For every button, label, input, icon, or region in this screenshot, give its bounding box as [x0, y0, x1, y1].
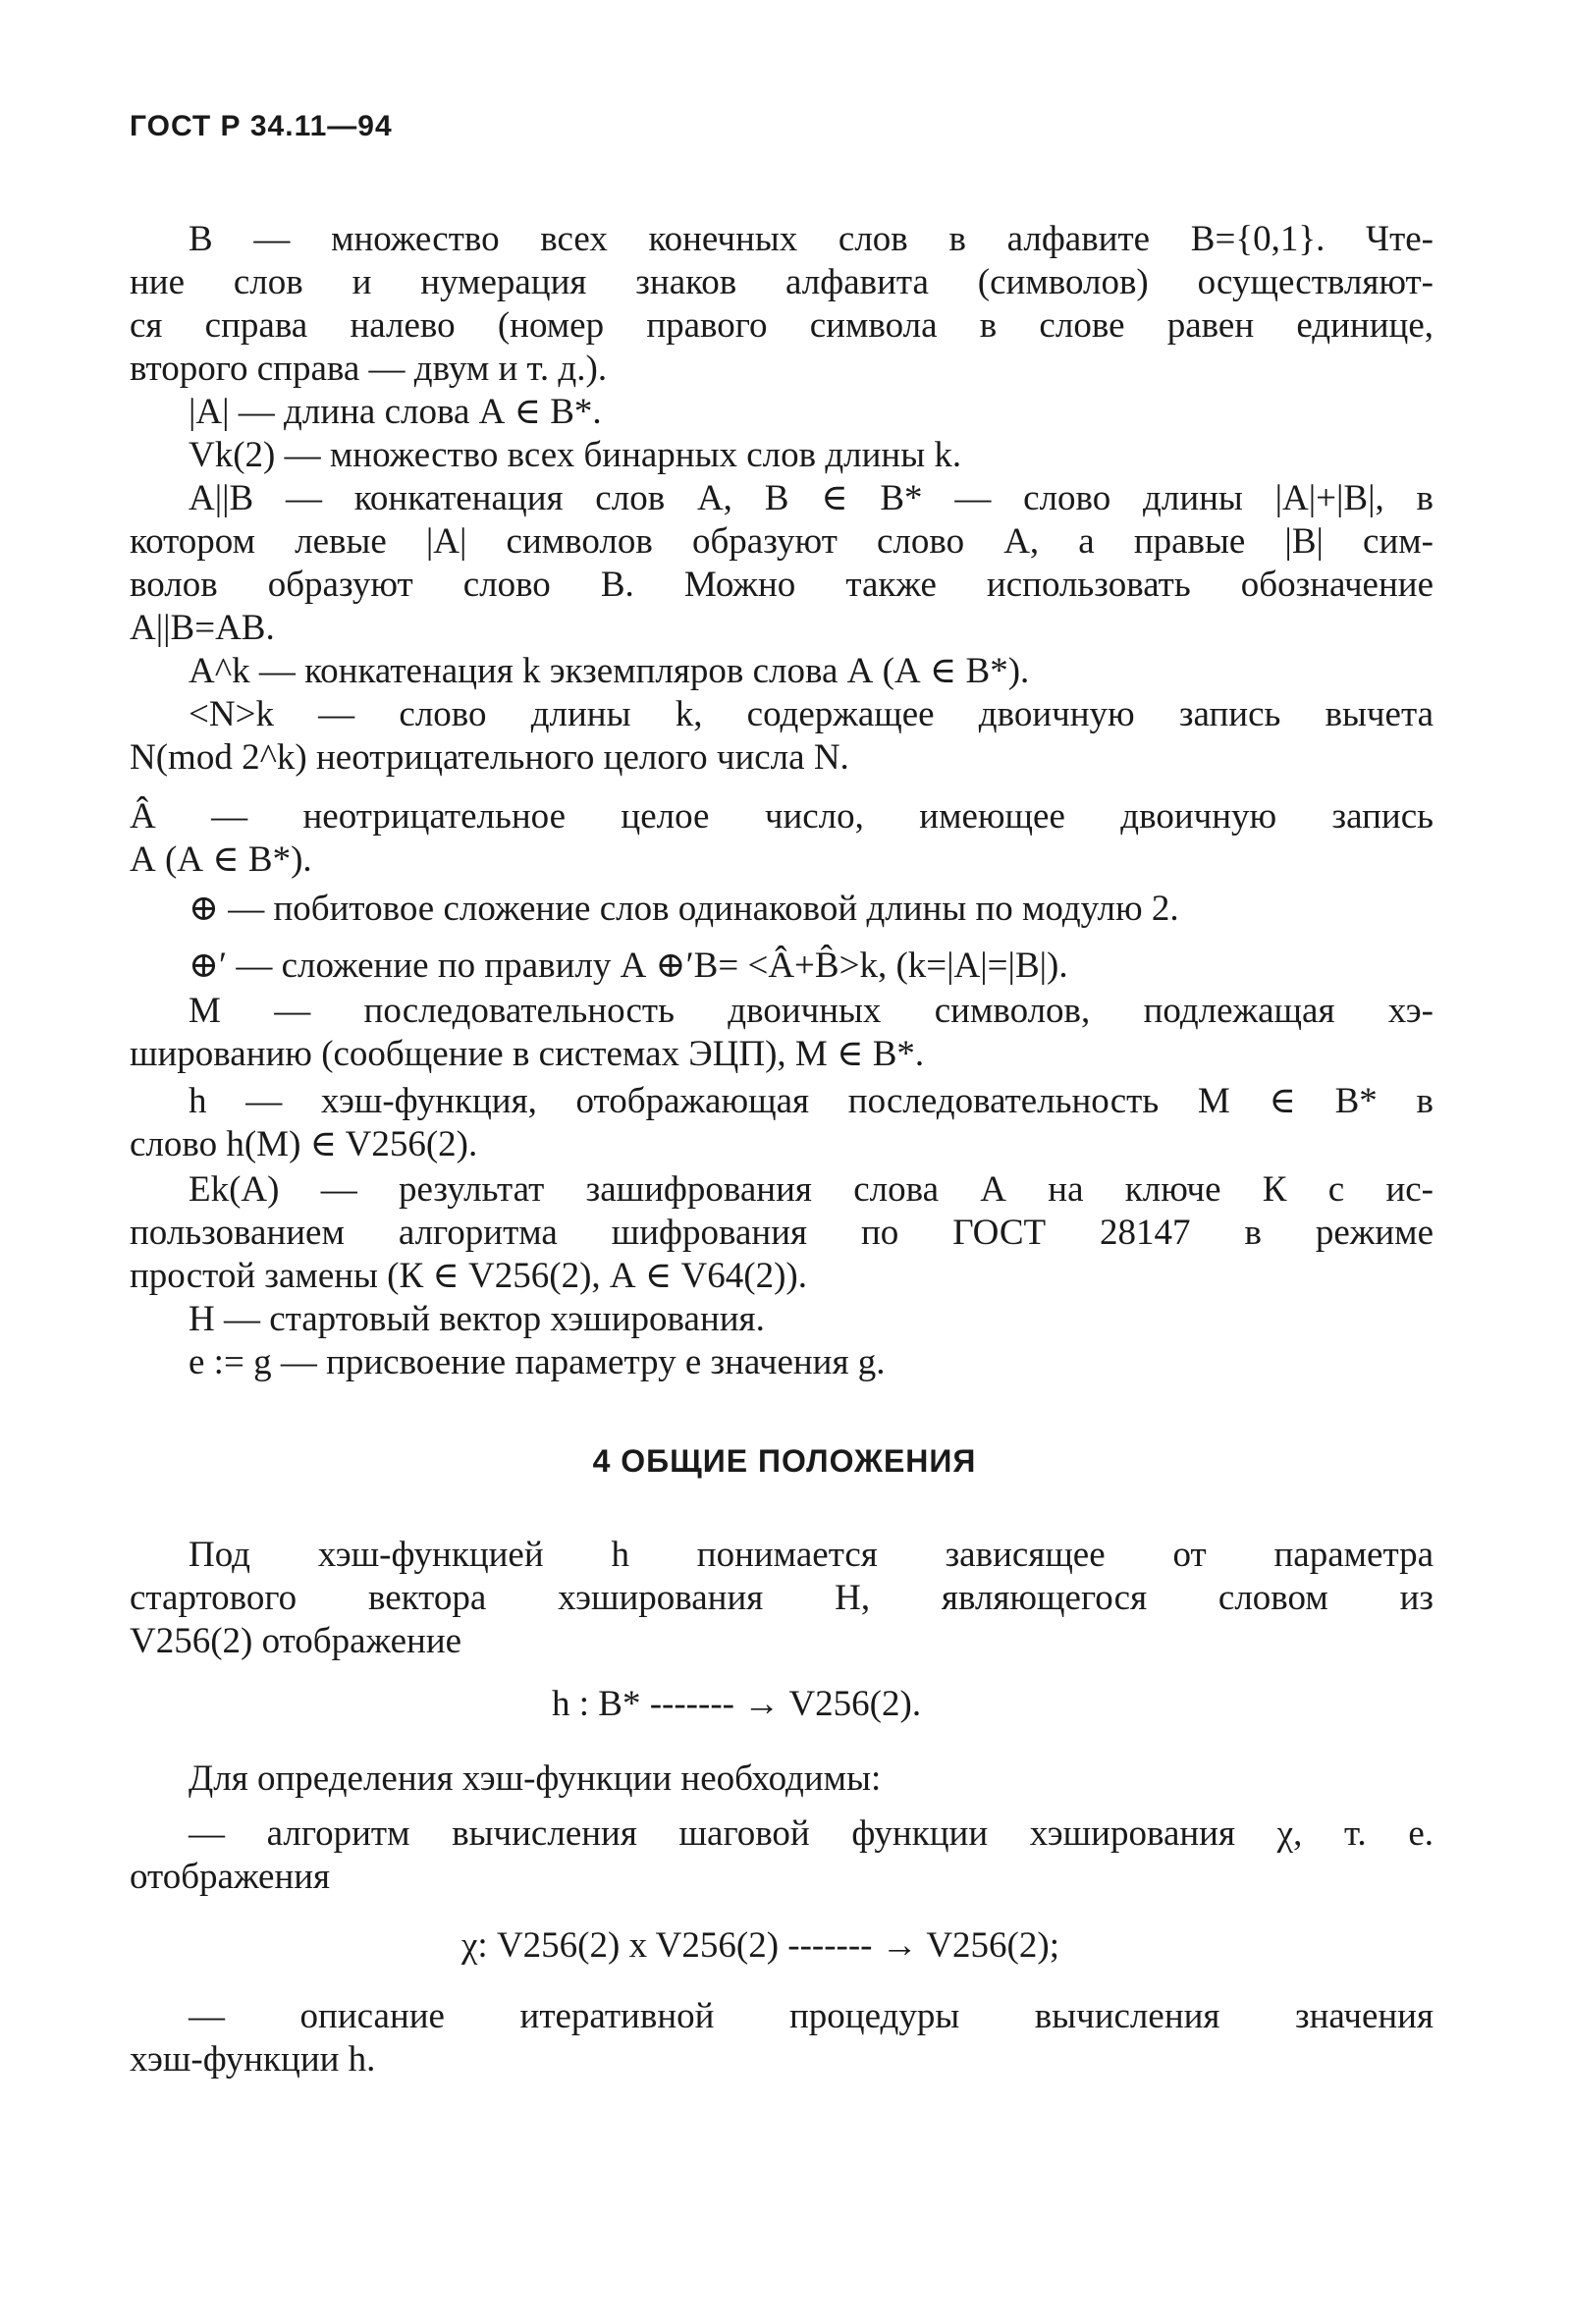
definition-line: В — множество всех конечных слов в алфавите В={0,1}. Чте- — [189, 219, 1434, 259]
paragraph-line: V256(2) отображение — [130, 1621, 462, 1661]
definition-line: ⊕ — побитовое сложение слов одинаковой длины по модулю 2. — [189, 889, 1179, 929]
definition-line: <N>k — слово длины k, содержащее двоичную запись вычета — [189, 694, 1434, 734]
paragraph-line: стартового вектора хэширования Н, являющегося словом из — [130, 1578, 1434, 1618]
definition-line: ся справа налево (номер правого символа в слове равен единице, — [130, 305, 1434, 346]
definition-line: Ek(А) — результат зашифрования слова А на ключе К с ис- — [189, 1169, 1434, 1210]
definition-line: волов образуют слово В. Можно также использовать обозначение — [130, 565, 1434, 605]
definition-line: А (А ∈ В*). — [130, 839, 312, 880]
paragraph-line: Под хэш-функцией h понимается зависящее от параметра — [189, 1535, 1434, 1575]
list-item-line: — описание итеративной процедуры вычисления значения — [189, 1996, 1434, 2036]
definition-line: М — последовательность двоичных символов, подлежащая хэ- — [189, 991, 1434, 1031]
definition-line: |А| — длина слова А ∈ В*. — [189, 392, 602, 432]
definition-line: шированию (сообщение в системах ЭЦП), М ∈ В*. — [130, 1034, 925, 1074]
definition-line: N(mod 2^k) неотрицательного целого числа N. — [130, 737, 849, 778]
list-item-line: отображения — [130, 1857, 331, 1897]
definition-line: Н — стартовый вектор хэширования. — [189, 1299, 765, 1339]
definition-line: простой замены (К ∈ V256(2), А ∈ V64(2)). — [130, 1256, 807, 1296]
definition-line: Vk(2) — множество всех бинарных слов длины k. — [189, 435, 962, 475]
definition-line: Â — неотрицательное целое число, имеющее двоичную запись — [130, 796, 1434, 837]
definition-line: котором левые |А| символов образуют слово А, а правые |В| сим- — [130, 521, 1434, 562]
definition-line: е := g — присвоение параметру е значения g. — [189, 1342, 886, 1382]
definition-line: второго справа — двум и т. д.). — [130, 349, 608, 389]
list-item-line: — алгоритм вычисления шаговой функции хэширования χ, т. е. — [189, 1813, 1434, 1854]
definition-line: А||В=АВ. — [130, 608, 275, 648]
definition-line: пользованием алгоритма шифрования по ГОСТ 28147 в режиме — [130, 1213, 1434, 1253]
list-item-line: хэш-функции h. — [130, 2039, 376, 2080]
formula-mapping: h : В* ------- → V256(2). — [552, 1684, 922, 1724]
document-header: ГОСТ Р 34.11—94 — [130, 110, 393, 142]
definition-line: А||В — конкатенация слов А, В ∈ В* — слово длины |А|+|В|, в — [189, 478, 1434, 518]
definition-line: ⊕′ — сложение по правилу А ⊕′В= <Â+B̂>k, (k=|А|=|В|). — [189, 946, 1068, 986]
definition-line: А^k — конкатенация k экземпляров слова А (А ∈ В*). — [189, 651, 1030, 691]
paragraph-line: Для определения хэш-функции необходимы: — [189, 1758, 882, 1799]
formula-step-function: χ: V256(2) x V256(2) ------- → V256(2); — [461, 1925, 1059, 1966]
section-heading: 4 ОБЩИЕ ПОЛОЖЕНИЯ — [592, 1443, 977, 1479]
definition-line: слово h(M) ∈ V256(2). — [130, 1124, 478, 1164]
definition-line: ние слов и нумерация знаков алфавита (символов) осуществляют- — [130, 262, 1434, 302]
definition-line: h — хэш-функция, отображающая последовательность М ∈ В* в — [189, 1081, 1434, 1121]
